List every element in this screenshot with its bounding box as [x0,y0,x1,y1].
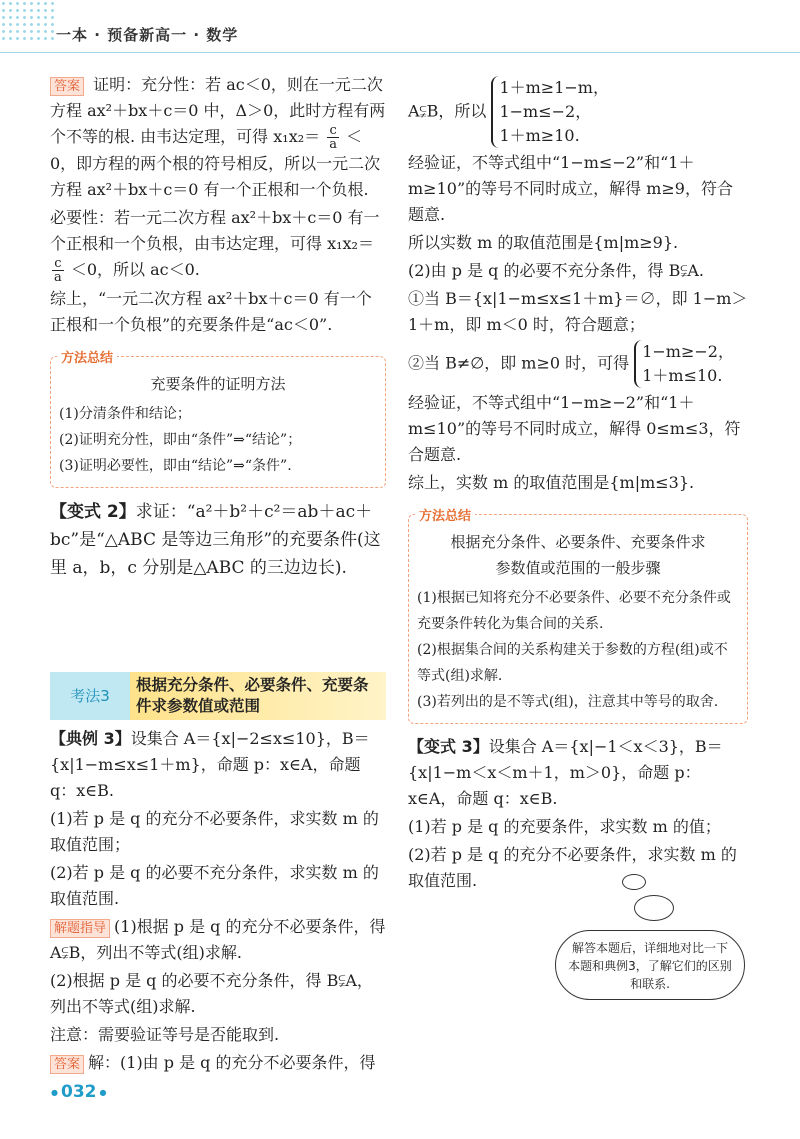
variant-2: 【变式 2】求证：“a²＋b²＋c²＝ab＋ac＋bc”是“△ABC 是等边三角形”的充要条件(这里 a，b，c 分别是△ABC 的三边边长). [50,502,381,578]
left-column [50,72,386,1078]
summary-item: (3)若列出的是不等式(组)，注意其中等号的取舍. [417,694,719,710]
example-3: 【典例 3】设集合 A＝{x|−2≤x≤10}，B＝{x|1−m≤x≤1＋m}，命题 p：x∈A，命题 q：x∈B. [50,729,370,800]
method-summary-label: 方法总结 [57,346,117,372]
fraction-c-over-a: $\frac{c}{a}$ [329,123,337,152]
page-header: 一本 · 预备新高一 · 数学 [56,26,239,44]
summary-item: (1)分清条件和结论； [59,406,191,422]
proof-conclusion: 综上，“一元二次方程 ax²＋bx＋c＝0 有一个正根和一个负根”的充要条件是“ac＜0”. [50,289,372,334]
summary-item: (3)证明必要性，即由“结论”⇒“条件”. [59,458,292,474]
guide-note: 注意：需要验证等号是否能取到. [50,1025,280,1044]
method-summary-title-2b: 参数值或范围的一般步骤 [495,559,661,577]
thought-bubble-small [622,874,646,890]
system-2-line: ②当 B≠∅，即 m≥0 时，可得 1−m≥−2， 1＋m≤10. [408,340,748,388]
thought-bubble-note: 解答本题后，详细地对比一下本题和典例3，了解它们的区别和联系. [555,930,745,1000]
proof-para-1: 答案 证明：充分性：若 ac＜0，则在一元二次方程 ax²＋bx＋c＝0 中，Δ＞0，此时方程有两个不等的根. 由韦达定理，可得 x₁x₂＝ $\frac{c}{a}$ ＜0，即方程的两个根的符号相反，所以一元二次方程 ax²＋bx＋c＝0 有一个正根和一个负根. [50,75,386,199]
summary-item: (2)根据集合间的关系构建关于参数的方程(组)或不等式(组)求解. [417,642,728,684]
kaofa-title: 根据充分条件、必要条件、充要条件求参数值或范围 [130,672,386,720]
range-2: 综上，实数 m 的取值范围是{m|m≤3}. [408,473,695,492]
variant-3-q2: (2)若 p 是 q 的充分不必要条件，求实数 m 的取值范围. [408,845,737,890]
guide-tag: 解题指导 [50,919,110,938]
answer-start: 答案 解：(1)由 p 是 q 的充分不必要条件，得 [50,1050,386,1076]
inequality-system-2: 1−m≥−2， 1＋m≤10. [634,340,734,388]
part-2: (2)由 p 是 q 的必要不充分条件，得 B⫋A. [408,261,705,280]
page-number: ● 032 ● [48,1082,109,1102]
guide-para-2: (2)根据 p 是 q 的必要不充分条件，得 B⫋A，列出不等式(组)求解. [50,971,373,1016]
method-summary-label-2: 方法总结 [415,504,475,530]
fraction-c-over-a-2: $\frac{c}{a}$ [54,256,62,285]
right-column [408,76,748,896]
header-divider [0,52,800,53]
method-summary-title-2a: 根据充分条件、必要条件、充要条件求 [450,533,706,551]
method-summary-title: 充要条件的证明方法 [150,375,286,393]
kaofa-tag: 考法3 [50,672,130,720]
method-summary-box-1 [50,351,386,488]
range-1: 所以实数 m 的取值范围是{m|m≥9}. [408,233,679,252]
corner-dot-pattern [0,0,55,44]
example-3-q1: (1)若 p 是 q 的充分不必要条件，求实数 m 的取值范围； [50,809,379,854]
summary-item: (2)证明充分性，即由“条件”⇒“结论”； [59,432,302,448]
example-3-q2: (2)若 p 是 q 的必要不充分条件，求实数 m 的取值范围. [50,863,379,908]
kaofa-3-banner [50,672,386,720]
inequality-system-1: 1＋m≥1−m， 1−m≤−2， 1＋m≥10. [491,76,609,148]
case-1: ①当 B＝{x|1−m≤x≤1＋m}＝∅，即 1−m＞1＋m，即 m＜0 时，符合题意； [408,289,748,334]
answer-tag: 答案 [50,77,84,96]
thought-bubble-medium [634,895,674,921]
variant-3: 【变式 3】设集合 A＝{x|−1＜x＜3}，B＝{x|1−m＜x＜m＋1，m＞0}，命题 p：x∈A，命题 q：x∈B. [408,737,723,808]
system-1-line: A⫋B，所以 1＋m≥1−m， 1−m≤−2， 1＋m≥10. [408,76,748,148]
proof-para-2: 必要性：若一元二次方程 ax²＋bx＋c＝0 有一个正根和一个负根，由韦达定理，可得 x₁x₂＝ $\frac{c}{a}$ ＜0，所以 ac＜0. [50,208,380,285]
verify-2: 经验证，不等式组中“1−m≥−2”和“1＋m≤10”的等号不同时成立，解得 0≤m≤3，符合题意. [408,393,741,464]
verify-1: 经验证，不等式组中“1−m≤−2”和“1＋m≥10”的等号不同时成立，解得 m≥9，符合题意. [408,153,733,224]
method-summary-box-2 [408,509,748,724]
answer-tag-2: 答案 [50,1055,84,1074]
variant-3-q1: (1)若 p 是 q 的充要条件，求实数 m 的值； [408,817,721,836]
guide-para-1: 解题指导 (1)根据 p 是 q 的充分不必要条件，得 A⫋B，列出不等式(组)求解. [50,917,386,962]
summary-item: (1)根据已知将充分不必要条件、必要不充分条件或充要条件转化为集合间的关系. [417,590,731,632]
